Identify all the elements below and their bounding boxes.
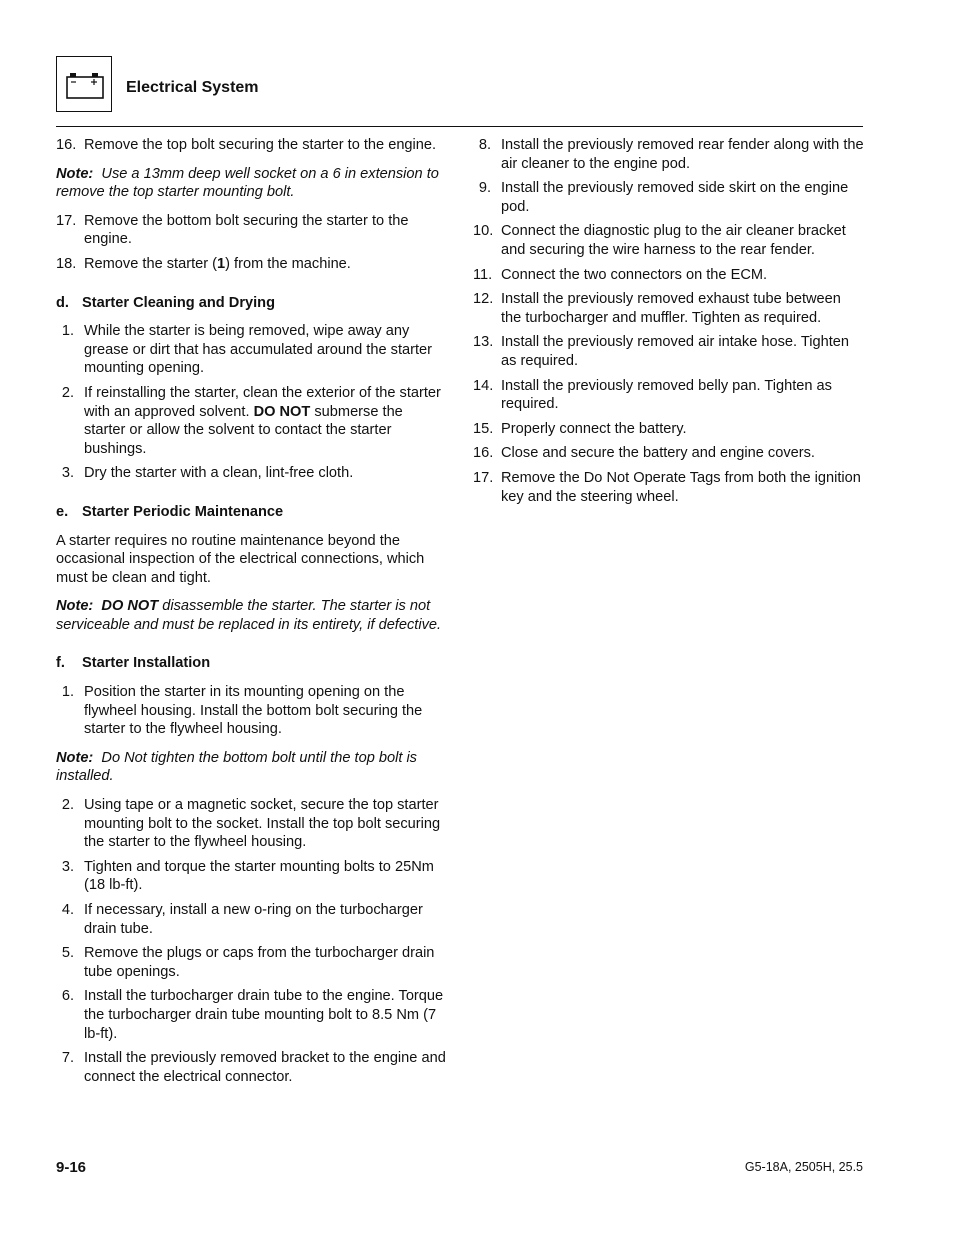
page-number: 9-16 bbox=[56, 1159, 87, 1176]
maintenance-paragraph: A starter requires no routine maintenance beyond the occasional inspection of the electrical connections, which must be clean and tight. bbox=[56, 532, 425, 586]
install-step-1: 1. Position the starter in its mounting opening on the flywheel housing. Install the bottom bolt securing the starter to the flywheel housing. bbox=[61, 684, 423, 738]
header-divider bbox=[56, 126, 863, 127]
cleaning-step-2: 2. If reinstalling the starter, clean the exterior of the starter with an approved solvent. DO NOT submerse the starter or allow the solvent to contact the starter bushings. bbox=[61, 384, 441, 457]
list-item: 10. Connect the diagnostic plug to the air cleaner bracket and securing the wire harness to the rear fender. bbox=[473, 223, 846, 258]
list-item: 14. Install the previously removed belly pan. Tighten as required. bbox=[473, 377, 832, 413]
list-item: 11. Connect the two connectors on the ECM. bbox=[473, 266, 768, 283]
note-do-not-disassemble: Note: DO NOT disassemble the starter. The starter is not serviceable and must be replaced in its entirety, if defective. bbox=[56, 598, 442, 633]
note-bottom-bolt: Note: Do Not tighten the bottom bolt until the top bolt is installed. bbox=[56, 749, 417, 785]
list-item: 15. Properly connect the battery. bbox=[473, 420, 687, 437]
install-step-5: 5. Remove the plugs or caps from the turbocharger drain tube openings. bbox=[61, 945, 435, 980]
list-item: 17. Remove the Do Not Operate Tags from both the ignition key and the steering wheel. bbox=[473, 469, 861, 505]
heading-starter-installation: f. Starter Installation bbox=[56, 655, 211, 672]
list-item: 16. Close and secure the battery and engine covers. bbox=[473, 445, 815, 462]
right-column bbox=[473, 136, 865, 512]
cleaning-step-1: 1. While the starter is being removed, wipe away any grease or dirt that has accumulated around the starter mounting opening. bbox=[61, 323, 433, 377]
list-item: 9. Install the previously removed side skirt on the engine pod. bbox=[478, 180, 849, 215]
list-item: 13. Install the previously removed air intake hose. Tighten as required. bbox=[473, 334, 850, 369]
step-18-left: 18. Remove the starter (1) from the machine. bbox=[56, 255, 351, 272]
left-column bbox=[56, 136, 448, 1092]
battery-icon bbox=[57, 57, 113, 113]
install-step-2: 2. Using tape or a magnetic socket, secure the top starter mounting bolt to the socket. Install the top bolt securing the starter to the flywheel housing. bbox=[61, 797, 441, 851]
step-17-left: 17. Remove the bottom bolt securing the starter to the engine. bbox=[56, 212, 409, 248]
page-section-title: Electrical System bbox=[126, 79, 259, 96]
document-id: G5-18A, 2505H, 25.5 bbox=[744, 1160, 863, 1174]
install-step-7: 7. Install the previously removed bracket to the engine and connect the electrical connector. bbox=[61, 1050, 446, 1085]
cleaning-step-3: 3. Dry the starter with a clean, lint-free cloth. bbox=[61, 465, 354, 482]
note-socket: Note: Use a 13mm deep well socket on a 6 in extension to remove the top starter mounting bolt. bbox=[56, 165, 439, 201]
install-step-3: 3. Tighten and torque the starter mounting bolts to 25Nm (18 lb-ft). bbox=[61, 858, 434, 894]
install-step-6: 6. Install the turbocharger drain tube to the engine. Torque the turbocharger drain tube mounting bolt to 8.5 Nm (7 lb-ft). bbox=[61, 988, 444, 1042]
header-icon-box bbox=[56, 56, 112, 112]
heading-periodic-maintenance: e. Starter Periodic Maintenance bbox=[56, 503, 284, 520]
list-item: 8. Install the previously removed rear fender along with the air cleaner to the engine pod. bbox=[478, 137, 864, 172]
step-16-left: 16. Remove the top bolt securing the starter to the engine. bbox=[56, 137, 437, 153]
heading-starter-cleaning: d. Starter Cleaning and Drying bbox=[56, 294, 275, 311]
install-step-4: 4. If necessary, install a new o-ring on the turbocharger drain tube. bbox=[61, 902, 423, 937]
list-item: 12. Install the previously removed exhaust tube between the turbocharger and muffler. Tighten as required. bbox=[473, 291, 841, 326]
